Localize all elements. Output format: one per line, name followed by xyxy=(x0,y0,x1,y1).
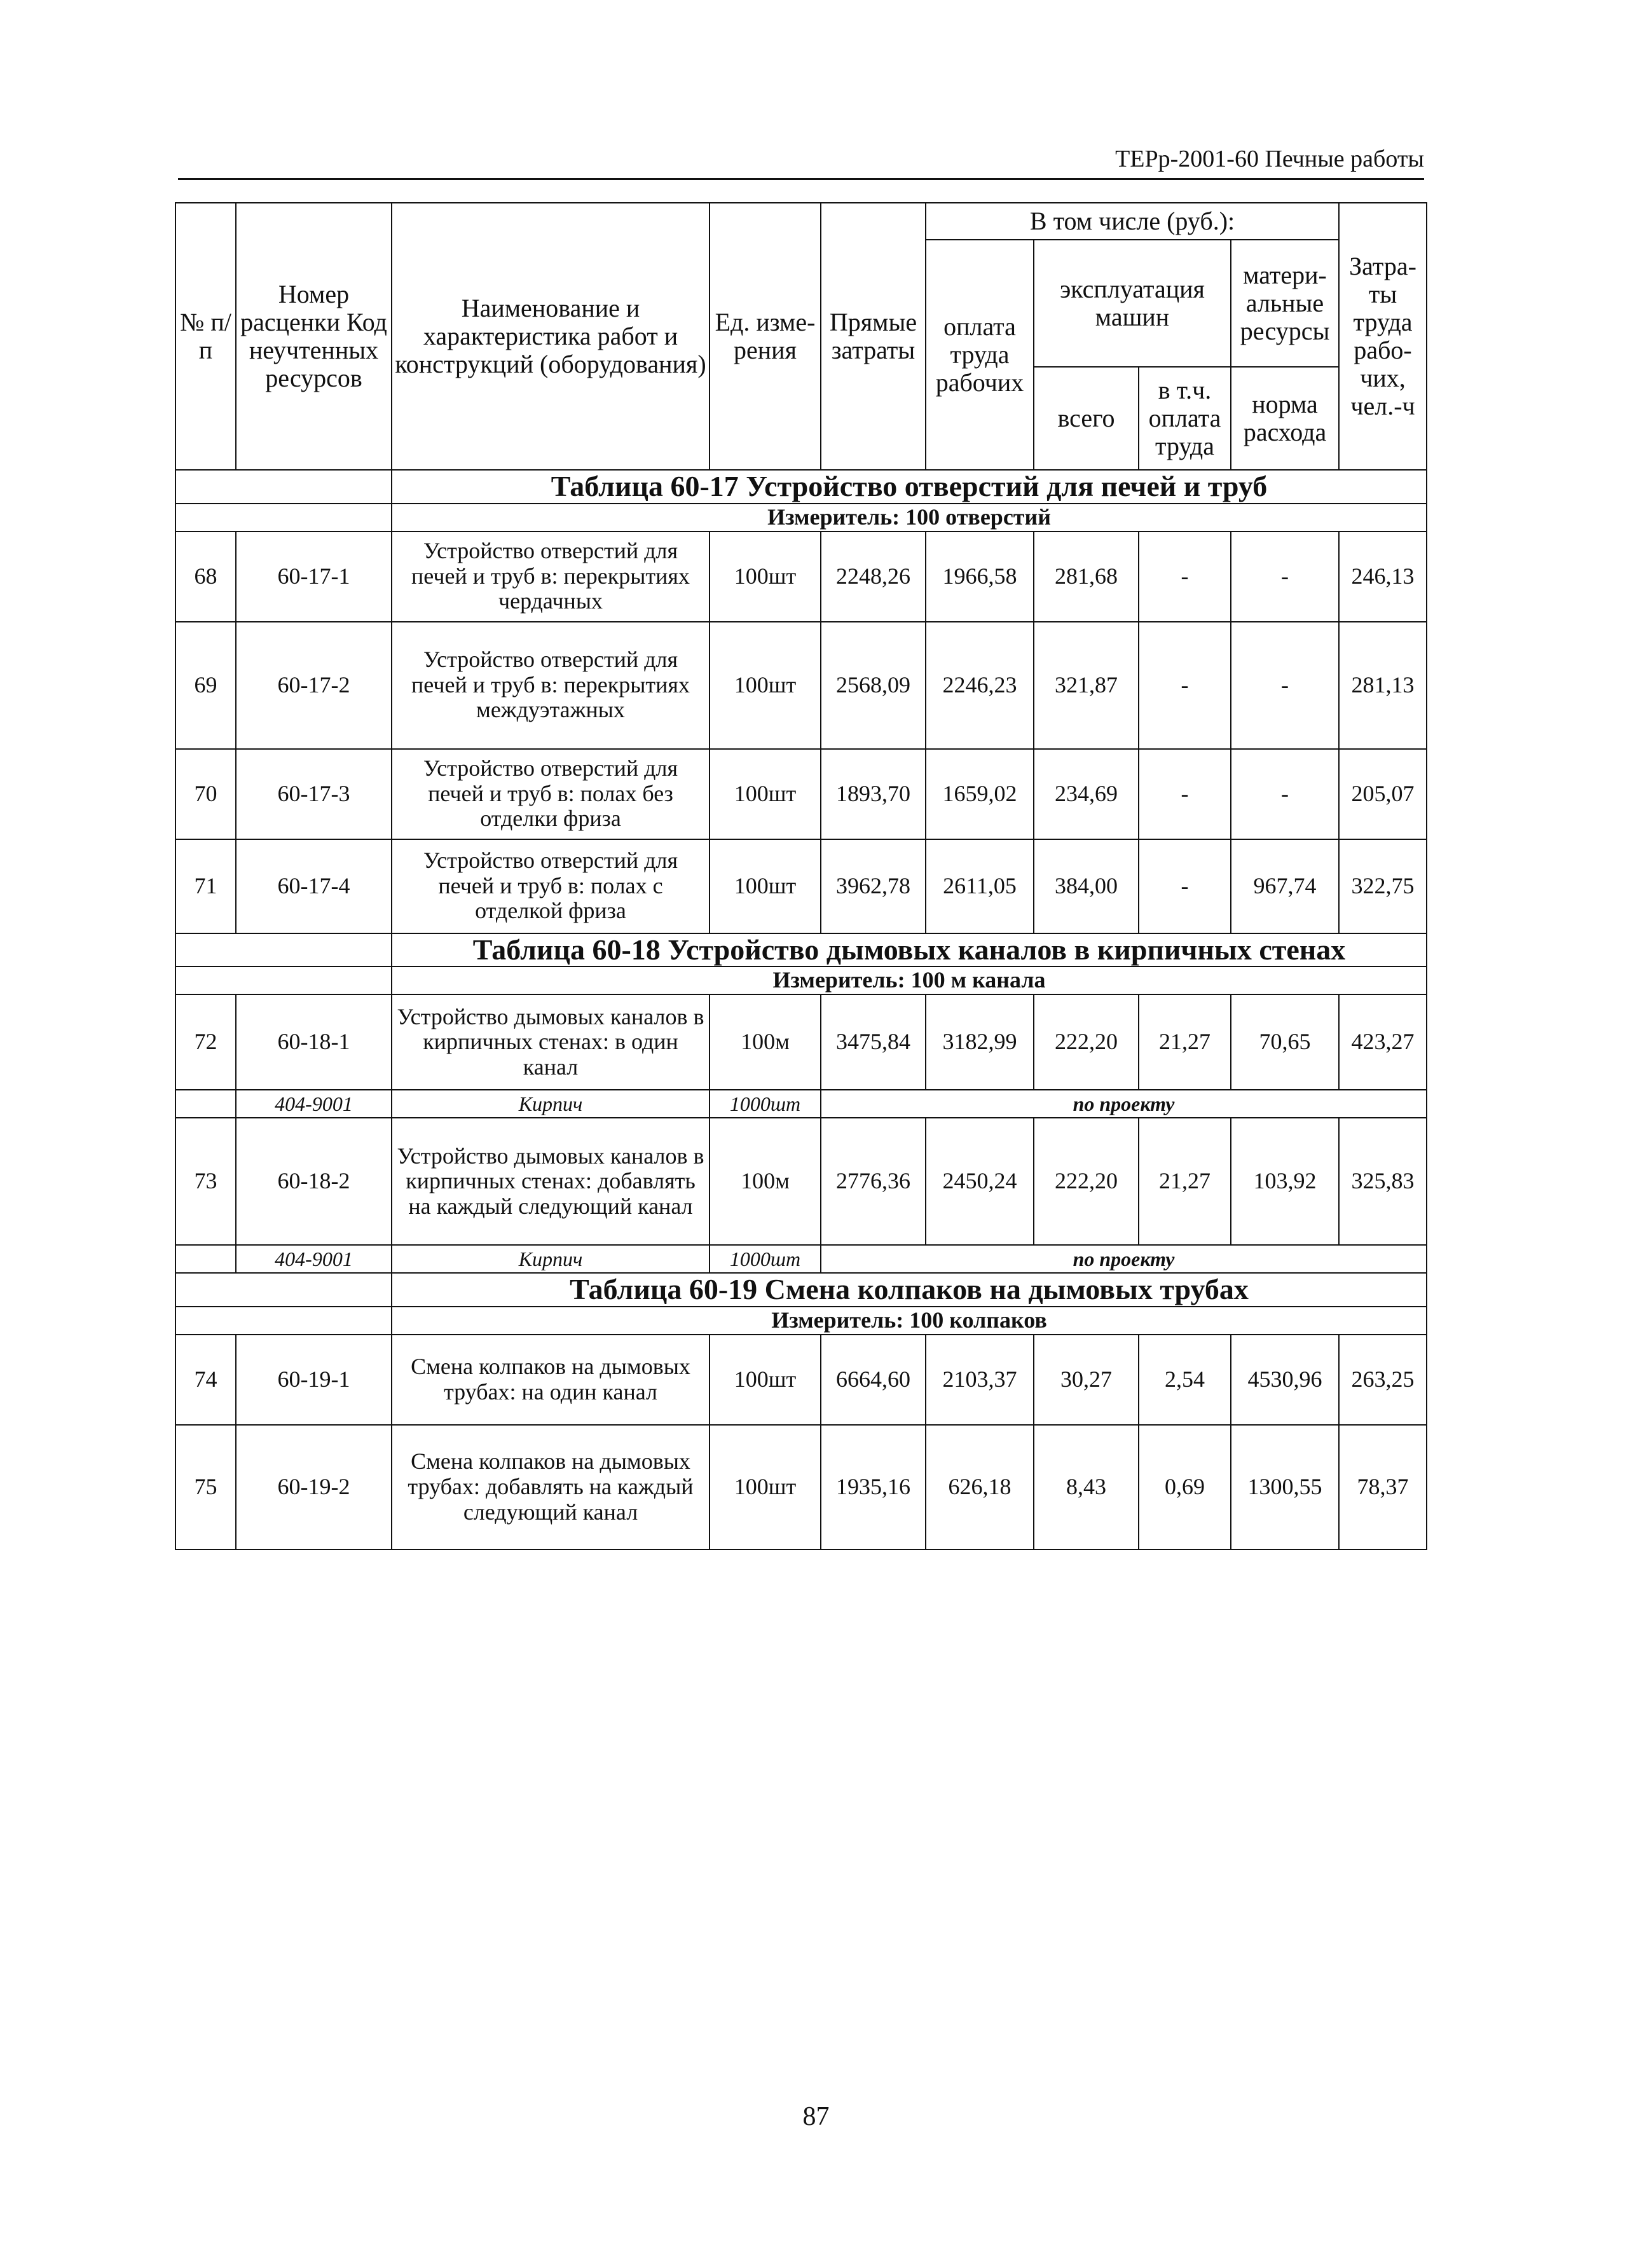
labor-pay: 2611,05 xyxy=(926,839,1034,933)
empty-cell xyxy=(175,1273,392,1307)
running-head-text: ТЕРр-2001-60 Печные работы xyxy=(1115,146,1424,172)
empty-cell xyxy=(175,966,392,994)
header-labor-hours: Затра-ты труда рабо-чих, чел.-ч xyxy=(1339,203,1427,470)
header-machines-total: всего xyxy=(1034,367,1139,470)
resource-note: по проекту xyxy=(821,1245,1427,1273)
table-row xyxy=(175,749,1427,839)
labor-pay: 2103,37 xyxy=(926,1335,1034,1425)
machines-total: 321,87 xyxy=(1034,622,1139,749)
rate-code: 60-17-2 xyxy=(236,622,392,749)
section-measure: Измеритель: 100 м канала xyxy=(392,966,1427,994)
row-no: 73 xyxy=(175,1118,236,1245)
resource-row xyxy=(175,1090,1427,1118)
rate-code: 60-17-4 xyxy=(236,839,392,933)
section-title-row xyxy=(175,933,1427,967)
machines-labor: 21,27 xyxy=(1139,1118,1231,1245)
work-description: Устройство отверстий для печей и труб в: полах с отделкой фриза xyxy=(392,839,710,933)
table-row xyxy=(175,994,1427,1090)
header-direct: Прямые затраты xyxy=(821,203,926,470)
unit: 100шт xyxy=(710,1335,821,1425)
labor-hours: 246,13 xyxy=(1339,532,1427,622)
resource-note: по проекту xyxy=(821,1090,1427,1118)
machines-total: 222,20 xyxy=(1034,1118,1139,1245)
table-row xyxy=(175,839,1427,933)
resource-code: 404-9001 xyxy=(236,1245,392,1273)
labor-hours: 322,75 xyxy=(1339,839,1427,933)
header-unit: Ед. изме-рения xyxy=(710,203,821,470)
direct-cost: 2568,09 xyxy=(821,622,926,749)
direct-cost: 1893,70 xyxy=(821,749,926,839)
rate-code: 60-17-1 xyxy=(236,532,392,622)
empty-cell xyxy=(175,470,392,504)
section-title-row xyxy=(175,1273,1427,1307)
direct-cost: 3962,78 xyxy=(821,839,926,933)
machines-total: 234,69 xyxy=(1034,749,1139,839)
section-measure-row xyxy=(175,504,1427,532)
header-labor-pay: оплата труда рабочих xyxy=(926,240,1034,470)
direct-cost: 2248,26 xyxy=(821,532,926,622)
section-title: Таблица 60-19 Смена колпаков на дымовых трубах xyxy=(392,1273,1427,1307)
labor-pay: 1966,58 xyxy=(926,532,1034,622)
labor-hours: 78,37 xyxy=(1339,1425,1427,1550)
materials: - xyxy=(1231,622,1339,749)
materials: 1300,55 xyxy=(1231,1425,1339,1550)
work-description: Устройство дымовых каналов в кирпичных стенах: в один канал xyxy=(392,994,710,1090)
rate-code: 60-19-1 xyxy=(236,1335,392,1425)
row-no: 74 xyxy=(175,1335,236,1425)
unit: 100шт xyxy=(710,1425,821,1550)
machines-total: 8,43 xyxy=(1034,1425,1139,1550)
row-no: 72 xyxy=(175,994,236,1090)
materials: 103,92 xyxy=(1231,1118,1339,1245)
unit: 100шт xyxy=(710,749,821,839)
labor-pay: 626,18 xyxy=(926,1425,1034,1550)
labor-hours: 281,13 xyxy=(1339,622,1427,749)
rate-code: 60-18-2 xyxy=(236,1118,392,1245)
rates-table xyxy=(175,202,1427,1550)
row-no: 75 xyxy=(175,1425,236,1550)
header-machines-group: эксплуатация машин xyxy=(1034,240,1231,367)
labor-hours: 263,25 xyxy=(1339,1335,1427,1425)
machines-labor: 2,54 xyxy=(1139,1335,1231,1425)
table-row xyxy=(175,532,1427,622)
unit: 100м xyxy=(710,994,821,1090)
materials: 70,65 xyxy=(1231,994,1339,1090)
unit: 100шт xyxy=(710,532,821,622)
labor-hours: 325,83 xyxy=(1339,1118,1427,1245)
empty-cell xyxy=(175,504,392,532)
table-row xyxy=(175,1425,1427,1550)
section-measure-row xyxy=(175,966,1427,994)
work-description: Устройство отверстий для печей и труб в: перекрытиях чердачных xyxy=(392,532,710,622)
row-no: 69 xyxy=(175,622,236,749)
machines-labor: - xyxy=(1139,622,1231,749)
labor-hours: 423,27 xyxy=(1339,994,1427,1090)
labor-pay: 3182,99 xyxy=(926,994,1034,1090)
machines-labor: 0,69 xyxy=(1139,1425,1231,1550)
labor-pay: 2246,23 xyxy=(926,622,1034,749)
direct-cost: 6664,60 xyxy=(821,1335,926,1425)
empty-cell xyxy=(175,1245,236,1273)
work-description: Смена колпаков на дымовых трубах: добавлять на каждый следующий канал xyxy=(392,1425,710,1550)
machines-total: 384,00 xyxy=(1034,839,1139,933)
resource-name: Кирпич xyxy=(392,1245,710,1273)
row-no: 71 xyxy=(175,839,236,933)
unit: 100шт xyxy=(710,839,821,933)
section-title-row xyxy=(175,470,1427,504)
section-measure-row xyxy=(175,1307,1427,1335)
resource-code: 404-9001 xyxy=(236,1090,392,1118)
row-no: 68 xyxy=(175,532,236,622)
labor-pay: 1659,02 xyxy=(926,749,1034,839)
table-row xyxy=(175,1118,1427,1245)
section-measure: Измеритель: 100 колпаков xyxy=(392,1307,1427,1335)
machines-total: 30,27 xyxy=(1034,1335,1139,1425)
header-materials-norm: норма расхода xyxy=(1231,367,1339,470)
rate-code: 60-18-1 xyxy=(236,994,392,1090)
header-name: Наименование и характеристика работ и конструкций (оборудования) xyxy=(392,203,710,470)
unit: 100шт xyxy=(710,622,821,749)
empty-cell xyxy=(175,1307,392,1335)
rate-code: 60-17-3 xyxy=(236,749,392,839)
unit: 100м xyxy=(710,1118,821,1245)
resource-name: Кирпич xyxy=(392,1090,710,1118)
machines-labor: - xyxy=(1139,532,1231,622)
work-description: Устройство дымовых каналов в кирпичных стенах: добавлять на каждый следующий канал xyxy=(392,1118,710,1245)
materials: 4530,96 xyxy=(1231,1335,1339,1425)
header-code: Номер расценки Код неучтенных ресурсов xyxy=(236,203,392,470)
machines-labor: - xyxy=(1139,839,1231,933)
row-no: 70 xyxy=(175,749,236,839)
materials: - xyxy=(1231,532,1339,622)
resource-unit: 1000шт xyxy=(710,1245,821,1273)
labor-hours: 205,07 xyxy=(1339,749,1427,839)
materials: 967,74 xyxy=(1231,839,1339,933)
labor-pay: 2450,24 xyxy=(926,1118,1034,1245)
direct-cost: 3475,84 xyxy=(821,994,926,1090)
section-title: Таблица 60-18 Устройство дымовых каналов в кирпичных стенах xyxy=(392,933,1427,967)
header-materials: матери-альные ресурсы xyxy=(1231,240,1339,367)
rate-code: 60-19-2 xyxy=(236,1425,392,1550)
header-incl-group: В том числе (руб.): xyxy=(926,203,1339,240)
materials: - xyxy=(1231,749,1339,839)
work-description: Устройство отверстий для печей и труб в: перекрытиях междуэтажных xyxy=(392,622,710,749)
page-number: 87 xyxy=(802,2102,830,2131)
work-description: Устройство отверстий для печей и труб в: полах без отделки фриза xyxy=(392,749,710,839)
machines-total: 281,68 xyxy=(1034,532,1139,622)
work-description: Смена колпаков на дымовых трубах: на один канал xyxy=(392,1335,710,1425)
resource-row xyxy=(175,1245,1427,1273)
header-no: № п/п xyxy=(175,203,236,470)
running-head xyxy=(178,143,1424,180)
machines-total: 222,20 xyxy=(1034,994,1139,1090)
table-row xyxy=(175,1335,1427,1425)
header-machines-labor: в т.ч. оплата труда xyxy=(1139,367,1231,470)
machines-labor: - xyxy=(1139,749,1231,839)
table-row xyxy=(175,622,1427,749)
machines-labor: 21,27 xyxy=(1139,994,1231,1090)
resource-unit: 1000шт xyxy=(710,1090,821,1118)
section-title: Таблица 60-17 Устройство отверстий для печей и труб xyxy=(392,470,1427,504)
section-measure: Измеритель: 100 отверстий xyxy=(392,504,1427,532)
direct-cost: 1935,16 xyxy=(821,1425,926,1550)
empty-cell xyxy=(175,933,392,967)
direct-cost: 2776,36 xyxy=(821,1118,926,1245)
empty-cell xyxy=(175,1090,236,1118)
